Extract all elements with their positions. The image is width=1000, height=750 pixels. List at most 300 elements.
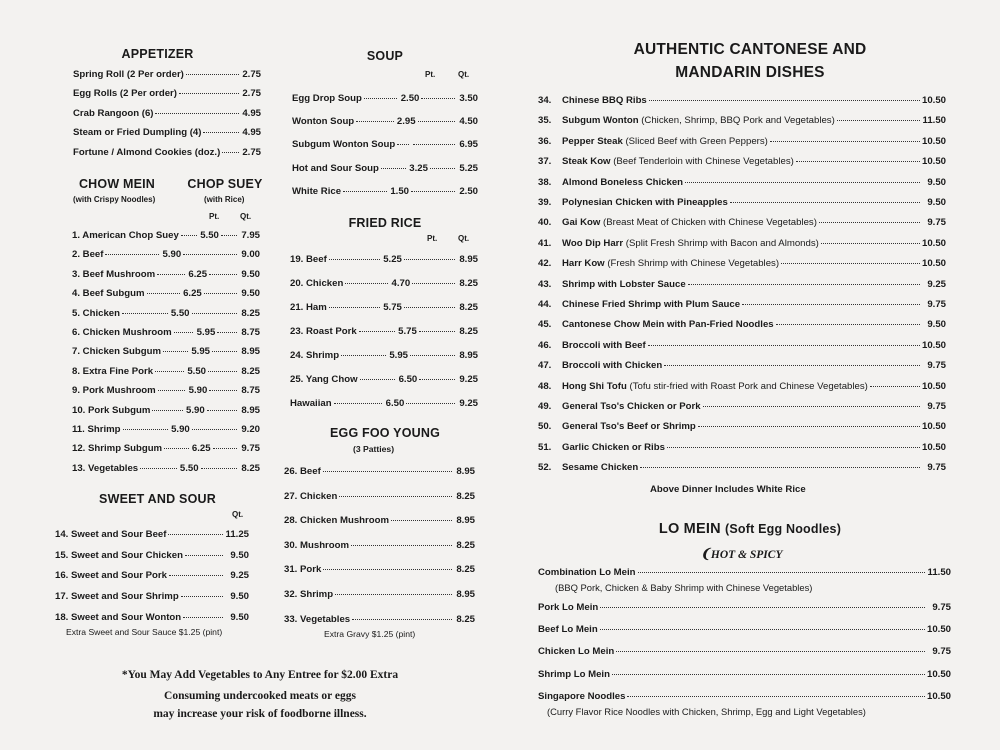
- authentic-item: [538, 258, 946, 269]
- item-price-pint: 5.50: [200, 230, 219, 241]
- egg-note: Extra Gravy $1.25 (pint): [324, 629, 416, 639]
- soup-title: SOUP: [366, 49, 404, 63]
- item-name: 13. Vegetables: [72, 462, 139, 474]
- leader-dots: [335, 594, 452, 595]
- item-price-pint: 2.50: [400, 93, 420, 104]
- item-name: 23. Roast Pork: [290, 326, 357, 337]
- item-number: 45.: [538, 319, 552, 331]
- appetizer-item: [73, 108, 261, 119]
- item-name: 11. Shrimp: [72, 424, 121, 435]
- eggfoo-item: [284, 540, 475, 551]
- item-price: 10.50: [922, 95, 947, 106]
- authentic-item: [538, 177, 946, 188]
- leader-dots: [356, 121, 393, 122]
- leader-dots: [351, 545, 452, 546]
- leader-dots: [334, 403, 383, 404]
- item-price: 9.50: [230, 611, 249, 623]
- leader-dots: [213, 448, 237, 449]
- leader-dots: [648, 345, 920, 346]
- item-number: 34.: [538, 95, 552, 106]
- item-name: 1. American Chop Suey: [72, 230, 179, 241]
- item-name: 2. Beef: [72, 249, 104, 261]
- authentic-item: [538, 115, 946, 126]
- authentic-title-line2: MANDARIN DISHES: [675, 64, 825, 81]
- authentic-item: [538, 95, 946, 106]
- item-name: Fortune / Almond Cookies (doz.): [73, 146, 221, 158]
- item-name: Beef Lo Mein: [538, 624, 598, 635]
- item-price-quart: 9.25: [459, 374, 478, 385]
- leader-dots: [323, 471, 452, 472]
- authentic-item: [538, 136, 946, 147]
- item-number: 41.: [538, 237, 552, 249]
- item-name: Shrimp Lo Mein: [538, 669, 610, 680]
- item-price: 11.50: [927, 567, 951, 578]
- leader-dots: [158, 390, 186, 391]
- leader-dots: [339, 496, 452, 497]
- chop-suey-subtitle: (with Rice): [204, 195, 245, 204]
- fried-qt-header: Qt.: [458, 234, 470, 243]
- eggfoo-item: [284, 589, 475, 600]
- item-number: 44.: [538, 299, 552, 310]
- eggfoo-item: [284, 614, 475, 625]
- appetizer-item: [73, 88, 261, 99]
- appetizer-title: APPETIZER: [121, 47, 194, 61]
- item-name: 4. Beef Subgum: [72, 288, 145, 300]
- item-name: 33. Vegetables: [284, 613, 351, 625]
- leader-dots: [209, 274, 237, 275]
- leader-dots: [181, 235, 197, 236]
- item-price-quart: 8.25: [241, 462, 261, 474]
- item-number: 50.: [538, 421, 552, 433]
- item-name: 30. Mushroom: [284, 539, 350, 551]
- item-price: 9.25: [230, 570, 249, 582]
- item-price-pint: 6.25: [183, 288, 202, 300]
- item-name: Pork Lo Mein: [538, 602, 599, 613]
- leader-dots: [155, 371, 184, 372]
- item-name: 24. Shrimp: [290, 350, 340, 361]
- leader-dots: [212, 351, 237, 352]
- item-price: 8.25: [456, 564, 475, 576]
- undercooked-warning-line2: may increase your risk of foodborne illness.: [153, 708, 367, 720]
- item-price-pint: 5.90: [186, 404, 205, 416]
- item-price-quart: 8.95: [459, 350, 478, 361]
- lo-mein-description: (BBQ Pork, Chicken & Baby Shrimp with Chinese Vegetables): [555, 582, 813, 593]
- authentic-item: [538, 381, 946, 392]
- item-price: 8.95: [456, 589, 475, 600]
- item-price: 8.25: [456, 490, 475, 502]
- item-price: 9.50: [230, 549, 249, 561]
- soup-item: [292, 186, 478, 197]
- item-price-quart: 8.95: [241, 404, 260, 416]
- sweet-note: Extra Sweet and Sour Sauce $1.25 (pint): [66, 627, 223, 637]
- item-price-pint: 5.90: [188, 385, 208, 397]
- item-name: Woo Dip Harr: [562, 237, 624, 249]
- item-price-quart: 8.75: [241, 327, 260, 338]
- item-price: 9.50: [927, 197, 946, 208]
- item-name: 5. Chicken: [72, 307, 120, 319]
- item-price-quart: 9.75: [241, 443, 260, 455]
- item-number: 35.: [538, 115, 552, 127]
- item-name: General Tso's Beef or Shrimp: [562, 421, 696, 433]
- undercooked-warning-line1: Consuming undercooked meats or eggs: [164, 690, 356, 702]
- item-name: 20. Chicken: [290, 278, 344, 289]
- item-price-quart: 8.75: [241, 385, 261, 397]
- item-number: 43.: [538, 278, 552, 290]
- authentic-item: [538, 401, 946, 412]
- leader-dots: [410, 355, 455, 356]
- item-price: 2.75: [242, 88, 261, 100]
- chow-qt-header: Qt.: [240, 212, 252, 221]
- chow-item: [72, 424, 260, 435]
- item-price: 8.95: [456, 515, 475, 527]
- item-name: 8. Extra Fine Pork: [72, 365, 154, 377]
- sweet-qt-header: Qt.: [232, 510, 244, 519]
- item-name: Almond Boneless Chicken: [562, 176, 684, 188]
- leader-dots: [185, 555, 223, 556]
- leader-dots: [770, 141, 920, 142]
- fried-item: [290, 302, 478, 313]
- item-description: (Split Fresh Shrimp with Bacon and Almonds): [623, 237, 819, 249]
- chow-pt-header: Pt.: [209, 212, 220, 221]
- item-price-pint: 5.75: [383, 302, 402, 313]
- chow-item: [72, 327, 260, 338]
- item-name: 16. Sweet and Sour Pork: [55, 570, 167, 582]
- lo-mein-title-main: LO MEIN: [658, 521, 721, 537]
- leader-dots: [164, 448, 188, 449]
- sweet-item: [55, 529, 249, 540]
- chow-item: [72, 346, 260, 357]
- item-number: 36.: [538, 135, 552, 147]
- item-number: 37.: [538, 156, 552, 168]
- fried-pt-header: Pt.: [427, 234, 438, 243]
- item-price-pint: 6.50: [398, 374, 418, 385]
- authentic-item: [538, 442, 946, 453]
- authentic-item: [538, 462, 946, 473]
- leader-dots: [204, 293, 237, 294]
- leader-dots: [152, 410, 182, 411]
- leader-dots: [192, 313, 238, 314]
- leader-dots: [421, 98, 455, 99]
- leader-dots: [600, 629, 925, 630]
- item-name: 6. Chicken Mushroom: [72, 327, 172, 338]
- item-price-pint: 5.95: [191, 346, 211, 358]
- item-number: 47.: [538, 360, 552, 372]
- item-name: Hawaiian: [290, 398, 332, 409]
- eggfoo-item: [284, 564, 475, 575]
- item-number: 39.: [538, 197, 552, 208]
- item-price: 4.95: [242, 127, 261, 139]
- item-name: Chicken Lo Mein: [538, 646, 615, 657]
- item-price-pint: 5.25: [383, 254, 402, 265]
- leader-dots: [359, 331, 395, 332]
- leader-dots: [352, 619, 452, 620]
- authentic-item: [538, 340, 946, 351]
- item-price: 9.75: [927, 217, 946, 229]
- item-price-pint: 5.50: [170, 307, 190, 319]
- item-number: 48.: [538, 380, 552, 392]
- item-price-quart: 9.25: [459, 398, 478, 409]
- item-price: 9.50: [927, 176, 946, 188]
- item-price-quart: 8.95: [459, 254, 479, 265]
- leader-dots: [412, 283, 455, 284]
- item-price-quart: 5.25: [459, 162, 478, 174]
- item-name: Singapore Noodles: [538, 691, 626, 702]
- item-name: 26. Beef: [284, 466, 321, 477]
- item-price: 8.25: [456, 539, 475, 551]
- item-number: 49.: [538, 401, 552, 412]
- leader-dots: [201, 468, 237, 469]
- appetizer-item: [73, 127, 261, 138]
- leader-dots: [640, 467, 920, 468]
- item-name: Steam or Fried Dumpling (4): [73, 127, 202, 139]
- authentic-item: [538, 217, 946, 228]
- chow-mein-subtitle: (with Crispy Noodles): [73, 195, 156, 204]
- chow-item: [72, 366, 260, 377]
- item-price: 2.75: [242, 146, 261, 158]
- eggfoo-item: [284, 491, 475, 502]
- fried-item: [290, 374, 478, 385]
- leader-dots: [600, 607, 925, 608]
- leader-dots: [168, 534, 223, 535]
- leader-dots: [419, 331, 455, 332]
- item-price-pint: 1.50: [390, 185, 410, 197]
- leader-dots: [364, 98, 398, 99]
- leader-dots: [638, 572, 925, 573]
- leader-dots: [221, 235, 237, 236]
- leader-dots: [208, 371, 237, 372]
- soup-item: [292, 93, 478, 104]
- lo-mein-description: (Curry Flavor Rice Noodles with Chicken, Shrimp, Egg and Light Vegetables): [547, 706, 866, 717]
- item-price-quart: 6.95: [459, 139, 478, 151]
- item-name: Gai Kow: [562, 217, 601, 229]
- leader-dots: [222, 152, 239, 153]
- item-price: 9.75: [927, 360, 946, 372]
- leader-dots: [730, 202, 920, 203]
- lo-mein-item: [538, 602, 951, 613]
- authentic-item: [538, 238, 946, 249]
- sweet-item: [55, 570, 249, 581]
- item-name: 14. Sweet and Sour Beef: [55, 529, 167, 540]
- authentic-item: [538, 319, 946, 330]
- item-price-quart: 4.50: [459, 116, 479, 128]
- item-name: 15. Sweet and Sour Chicken: [55, 549, 183, 561]
- leader-dots: [186, 74, 239, 75]
- soup-qt-header: Qt.: [458, 70, 470, 79]
- item-name: Hot and Sour Soup: [292, 162, 379, 174]
- leader-dots: [183, 254, 237, 255]
- item-price-quart: 8.95: [241, 346, 260, 358]
- leader-dots: [203, 132, 239, 133]
- leader-dots: [381, 168, 406, 169]
- item-name: 27. Chicken: [284, 490, 338, 502]
- soup-pt-header: Pt.: [425, 70, 436, 79]
- item-price: 9.50: [927, 319, 946, 331]
- leader-dots: [163, 351, 188, 352]
- item-price: 9.25: [927, 278, 946, 290]
- sweet-sour-title: SWEET AND SOUR: [99, 492, 216, 506]
- item-price-pint: 5.95: [196, 327, 216, 338]
- authentic-item: [538, 421, 946, 432]
- sweet-item: [55, 550, 249, 561]
- leader-dots: [329, 307, 380, 308]
- leader-dots: [181, 596, 223, 597]
- leader-dots: [688, 284, 920, 285]
- item-price: 10.50: [922, 237, 947, 249]
- soup-item: [292, 116, 478, 127]
- item-name: Garlic Chicken or Ribs: [562, 441, 665, 453]
- leader-dots: [819, 222, 920, 223]
- authentic-item: [538, 360, 946, 371]
- item-name: Pepper Steak: [562, 135, 623, 147]
- item-price-quart: 9.20: [241, 424, 260, 435]
- leader-dots: [329, 259, 380, 260]
- leader-dots: [870, 386, 920, 387]
- item-name: Egg Drop Soup: [292, 93, 362, 104]
- lo-mein-title-sub: (Soft Egg Noodles): [724, 522, 842, 536]
- item-name: 31. Pork: [284, 564, 322, 576]
- item-price: 10.50: [927, 669, 952, 680]
- item-price-pint: 2.95: [396, 116, 416, 128]
- fried-rice-title: FRIED RICE: [348, 216, 422, 230]
- item-name: 18. Sweet and Sour Wonton: [55, 611, 182, 623]
- leader-dots: [341, 355, 386, 356]
- leader-dots: [105, 254, 159, 255]
- item-price-quart: 9.50: [241, 268, 261, 280]
- item-price: 9.75: [927, 401, 946, 412]
- leader-dots: [209, 390, 237, 391]
- leader-dots: [404, 307, 455, 308]
- authentic-item: [538, 197, 946, 208]
- leader-dots: [147, 293, 180, 294]
- item-price: 10.50: [922, 258, 947, 270]
- item-price-quart: 7.95: [241, 230, 260, 241]
- leader-dots: [406, 403, 455, 404]
- item-name: Chinese Fried Shrimp with Plum Sauce: [562, 299, 741, 310]
- leader-dots: [174, 332, 194, 333]
- leader-dots: [411, 191, 455, 192]
- item-name: Chinese BBQ Ribs: [562, 95, 647, 106]
- item-name: 19. Beef: [290, 254, 327, 265]
- chow-item: [72, 308, 260, 319]
- item-description: (Sliced Beef with Green Peppers): [622, 135, 768, 147]
- leader-dots: [169, 575, 223, 576]
- item-price-pint: 5.95: [389, 350, 409, 361]
- item-price: 9.75: [927, 299, 946, 310]
- leader-dots: [192, 429, 237, 430]
- lo-mein-title: [600, 521, 900, 537]
- item-name: 21. Ham: [290, 302, 327, 313]
- item-price-pint: 6.25: [191, 443, 211, 455]
- item-price-quart: 8.25: [459, 278, 479, 289]
- item-name: Subgum Wonton: [562, 115, 639, 127]
- leader-dots: [404, 259, 455, 260]
- leader-dots: [742, 304, 920, 305]
- appetizer-item: [73, 147, 261, 158]
- fried-item: [290, 398, 478, 409]
- item-price: 4.95: [242, 107, 261, 119]
- item-number: 46.: [538, 339, 552, 351]
- item-name: 17. Sweet and Sour Shrimp: [55, 591, 179, 603]
- item-name: Sesame Chicken: [562, 462, 639, 474]
- lo-mein-item: [538, 567, 951, 578]
- item-name: 32. Shrimp: [284, 589, 334, 600]
- fried-item: [290, 254, 478, 265]
- item-name: 7. Chicken Subgum: [72, 346, 162, 358]
- leader-dots: [360, 379, 396, 380]
- item-name: General Tso's Chicken or Pork: [562, 401, 701, 412]
- item-price-quart: 2.50: [459, 185, 479, 197]
- hot-spicy-label: [700, 546, 782, 562]
- item-price: 9.50: [230, 591, 249, 603]
- leader-dots: [703, 406, 920, 407]
- leader-dots: [413, 144, 455, 145]
- item-name: Broccoli with Beef: [562, 339, 646, 351]
- item-price: 2.75: [242, 69, 261, 80]
- leader-dots: [685, 182, 920, 183]
- item-name: 25. Yang Chow: [290, 374, 358, 385]
- item-number: 52.: [538, 462, 552, 474]
- leader-dots: [664, 365, 920, 366]
- leader-dots: [430, 168, 455, 169]
- leader-dots: [323, 569, 452, 570]
- item-name: Cantonese Chow Mein with Pan-Fried Noodles: [562, 319, 774, 331]
- chow-item: [72, 385, 260, 396]
- leader-dots: [418, 121, 455, 122]
- item-price-pint: 5.50: [187, 365, 207, 377]
- lo-mein-item: [538, 646, 951, 657]
- leader-dots: [140, 468, 176, 469]
- item-price-pint: 5.75: [398, 326, 417, 337]
- item-price-pint: 6.50: [385, 398, 405, 409]
- item-price: 11.50: [922, 115, 946, 127]
- item-price: 8.95: [456, 466, 475, 477]
- chop-suey-title: CHOP SUEY: [187, 177, 263, 191]
- leader-dots: [837, 120, 920, 121]
- item-price-quart: 9.00: [241, 249, 260, 261]
- soup-item: [292, 163, 478, 174]
- leader-dots: [397, 144, 409, 145]
- fried-item: [290, 350, 478, 361]
- chili-icon: ❨: [700, 546, 711, 561]
- authentic-title-line1: AUTHENTIC CANTONESE AND: [633, 41, 867, 58]
- leader-dots: [122, 313, 168, 314]
- item-price: 10.50: [927, 624, 952, 635]
- leader-dots: [217, 332, 237, 333]
- item-name: 28. Chicken Mushroom: [284, 515, 390, 527]
- item-price: 11.25: [225, 529, 249, 540]
- leader-dots: [179, 93, 239, 94]
- item-number: 51.: [538, 441, 552, 453]
- sweet-item: [55, 591, 249, 602]
- item-price: 10.50: [927, 691, 952, 702]
- item-name: Harr Kow: [562, 258, 605, 270]
- leader-dots: [612, 674, 925, 675]
- egg-foo-young-title: EGG FOO YOUNG: [329, 426, 441, 440]
- item-price: 10.50: [922, 156, 947, 168]
- leader-dots: [345, 283, 388, 284]
- item-name: White Rice: [292, 185, 342, 197]
- item-name: Hong Shi Tofu: [562, 380, 627, 392]
- item-name: 3. Beef Mushroom: [72, 268, 156, 280]
- hot-spicy-text: HOT & SPICY: [710, 549, 783, 561]
- chow-item: [72, 405, 260, 416]
- chow-item: [72, 288, 260, 299]
- item-price-pint: 3.25: [409, 162, 428, 174]
- item-number: 42.: [538, 258, 552, 270]
- leader-dots: [776, 324, 920, 325]
- item-name: Spring Roll (2 Per order): [73, 69, 184, 80]
- item-name: Shrimp with Lobster Sauce: [562, 278, 686, 290]
